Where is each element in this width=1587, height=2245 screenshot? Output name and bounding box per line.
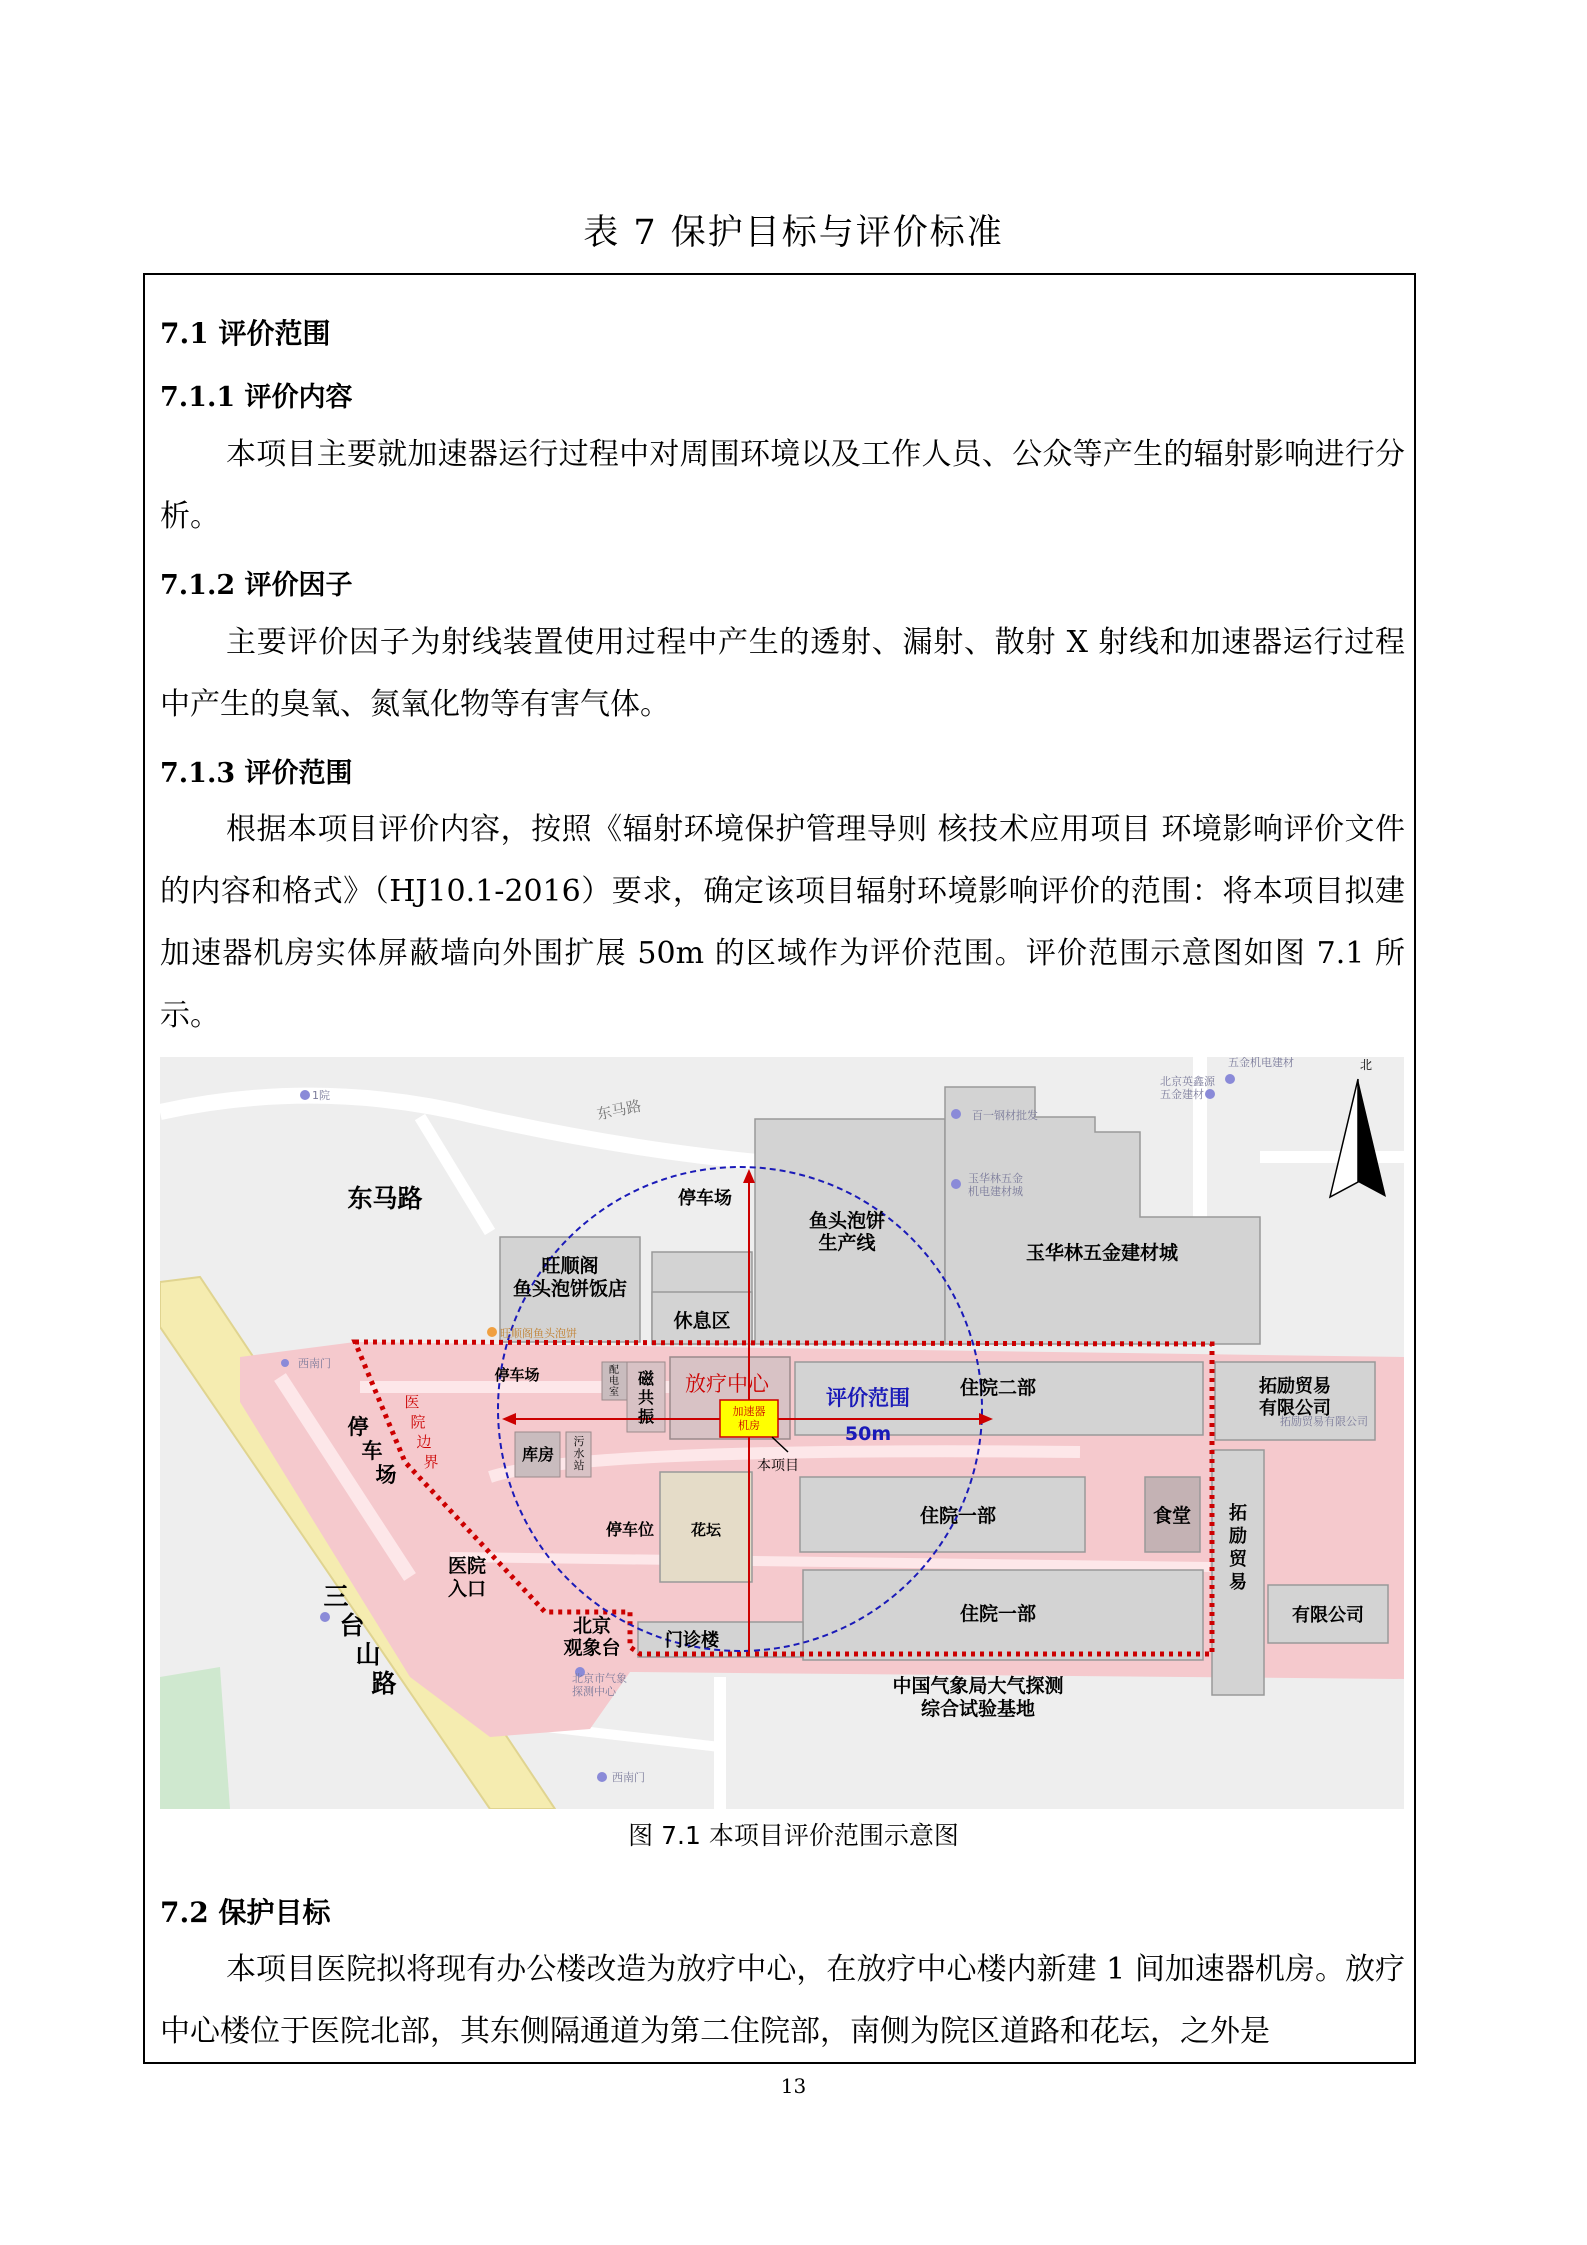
poi-label-1: 北京英鑫源五金建材	[1160, 1075, 1215, 1101]
paragraph-7-2: 本项目医院拟将现有办公楼改造为放疗中心，在放疗中心楼内新建 1 间加速器机房。放疗中心楼位于医院北部，其东侧隔通道为第二住院部，南侧为院区道路和花坛，之外是	[160, 1952, 1405, 2049]
label-north: 北	[1359, 1058, 1373, 1072]
poi-label-2: 百一钢材批发	[972, 1109, 1038, 1122]
label-parking-west: 停车场	[494, 1366, 540, 1384]
label-parking-lot-left: 停车场	[347, 1415, 397, 1487]
label-mri: 磁共振	[637, 1369, 655, 1426]
label-eval-range: 评价范围	[826, 1386, 910, 1410]
label-warehouse: 库房	[521, 1445, 555, 1464]
label-cma-base: 中国气象局大气探测综合试验基地	[892, 1675, 1064, 1720]
label-yuhualin: 玉华林五金建材城	[1025, 1242, 1179, 1264]
label-inpatient-2: 住院二部	[959, 1377, 1037, 1399]
label-parking-spot: 停车位	[605, 1520, 655, 1539]
heading-7-2: 7.2 保护目标	[160, 1896, 331, 1929]
poi-label-4: 五金机电建材	[1228, 1057, 1294, 1069]
label-this-project: 本项目	[757, 1458, 799, 1474]
label-east-horse-road-small: 东马路	[595, 1096, 643, 1124]
label-sewage: 污水站	[573, 1435, 585, 1472]
paragraph-7-1-1: 本项目主要就加速器运行过程中对周围环境以及工作人员、公众等产生的辐射影响进行分析。	[160, 437, 1405, 534]
label-tuoli-side: 拓励贸易	[1229, 1503, 1247, 1593]
label-eval-distance: 50m	[844, 1423, 892, 1445]
label-outpatient: 门诊楼	[665, 1630, 719, 1651]
label-rest-area: 休息区	[673, 1310, 731, 1332]
label-east-horse-road: 东马路	[347, 1184, 423, 1213]
paragraph-7-1-3: 根据本项目评价内容，按照《辐射环境保护管理导则 核技术应用项目 环境影响评价文件的内容和格式》（HJ10.1-2016）要求，确定该项目辐射环境影响评价的范围：将本项目拟建加速器机房实体屏蔽墙向外围扩展 50m 的区域作为评价范围。评价范围示意图如图 7.1 所示。	[160, 812, 1405, 1033]
poi-label-10: 1院	[312, 1089, 330, 1102]
label-wangshunge: 旺顺阁鱼头泡饼饭店	[512, 1255, 628, 1300]
label-beijing-observatory: 北京观象台	[563, 1615, 621, 1659]
evaluation-range-map	[160, 1057, 1404, 1809]
heading-7-1-2: 7.1.2 评价因子	[160, 570, 353, 601]
label-tuoli-top: 拓励贸易有限公司	[1259, 1376, 1331, 1419]
label-inpatient-1a: 住院一部	[919, 1505, 997, 1527]
label-fish-head-line: 鱼头泡饼生产线	[808, 1210, 886, 1254]
poi-label-5: 旺顺阁鱼头泡饼	[500, 1327, 577, 1340]
poi-label-8: 北京市气象探测中心	[572, 1672, 627, 1698]
label-power-room: 配电室	[609, 1365, 619, 1398]
paragraph-7-1-2: 主要评价因子为射线装置使用过程中产生的透射、漏射、散射 X 射线和加速器运行过程中产生的臭氧、氮氧化物等有害气体。	[160, 625, 1405, 722]
page-number: 13	[780, 2074, 807, 2098]
poi-label-6: 西南门	[298, 1357, 331, 1370]
label-flower-bed: 花坛	[690, 1521, 722, 1539]
heading-7-1-1: 7.1.1 评价内容	[160, 382, 353, 413]
label-hospital-entrance: 医院入口	[447, 1555, 487, 1600]
label-hospital-boundary: 医院边界	[404, 1393, 439, 1471]
label-canteen: 食堂	[1152, 1505, 1192, 1527]
figure-caption: 图 7.1 本项目评价范围示意图	[628, 1821, 959, 1850]
heading-7-1: 7.1 评价范围	[160, 317, 331, 350]
label-sanshan-road: 三台山路	[323, 1582, 397, 1698]
heading-7-1-3: 7.1.3 评价范围	[160, 758, 353, 789]
poi-label-3: 玉华林五金机电建材城	[968, 1172, 1023, 1198]
poi-marker-restaurant	[487, 1327, 497, 1337]
poi-label-9: 西南门	[612, 1771, 645, 1784]
page-title: 表 7 保护目标与评价标准	[583, 213, 1004, 253]
label-limited-company: 有限公司	[1292, 1605, 1364, 1626]
poi-label-7: 拓励贸易有限公司	[1280, 1415, 1368, 1428]
label-parking-north: 停车场	[678, 1188, 732, 1209]
label-inpatient-1b: 住院一部	[959, 1603, 1037, 1625]
label-accelerator-room: 加速器机房	[732, 1405, 766, 1432]
green-area	[160, 1667, 230, 1809]
label-radiotherapy-center: 放疗中心	[685, 1372, 769, 1396]
